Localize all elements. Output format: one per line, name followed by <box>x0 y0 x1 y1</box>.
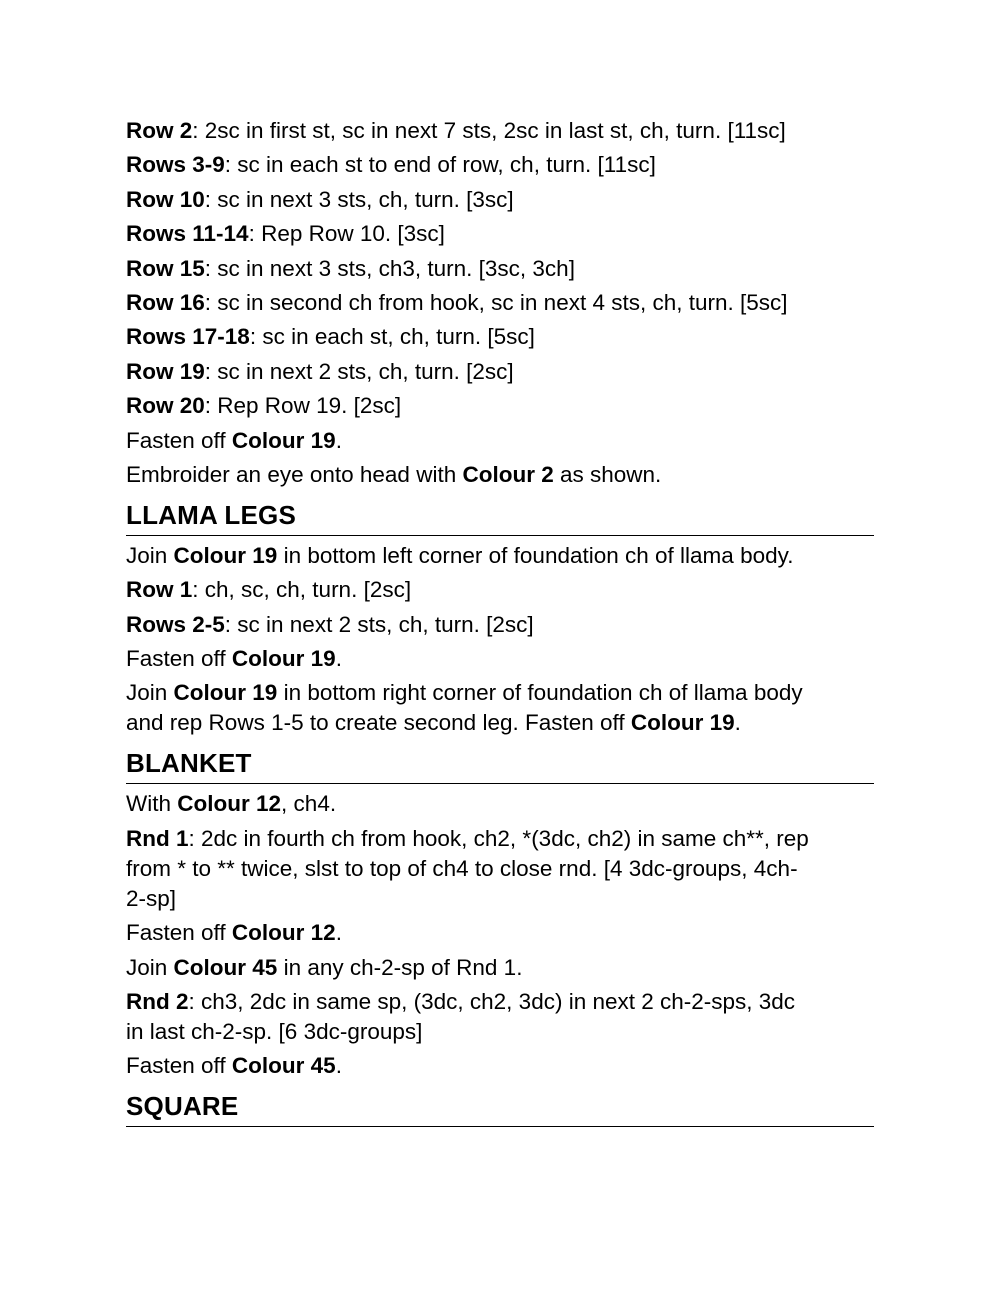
section-heading-square: SQUARE <box>126 1091 874 1127</box>
fasten-off-instruction: Fasten off Colour 12. <box>126 920 342 946</box>
row-instruction <box>126 254 874 284</box>
join-instruction: Join Colour 19 in bottom right corner of foundation ch of llama body and rep Rows 1-5 to create second leg. Fasten off Colour 19. <box>126 680 803 736</box>
join-instruction: Join Colour 19 in bottom left corner of foundation ch of llama body. <box>126 542 794 568</box>
row-instruction <box>126 288 874 318</box>
row-instruction <box>126 322 874 352</box>
row-instruction <box>126 391 874 421</box>
row-text: : sc in each st, ch, turn. [5sc] <box>249 324 535 350</box>
round-instruction: Rnd 2: ch3, 2dc in same sp, (3dc, ch2, 3dc) in next 2 ch-2-sps, 3dc in last ch-2-sp. [6 3dc-groups] <box>126 989 796 1045</box>
row-label: Row 10 <box>126 186 205 212</box>
row-text: : sc in next 2 sts, ch, turn. [2sc] <box>204 358 514 384</box>
row-text: : sc in next 3 sts, ch, turn. [3sc] <box>204 186 514 212</box>
row-label: Row 2 <box>126 118 193 143</box>
round-instruction: Rnd 1: 2dc in fourth ch from hook, ch2, *(3dc, ch2) in same ch**, rep from * to ** twice, slst to top of ch4 to close rnd. [4 3dc-groups, 4ch- 2-sp] <box>126 825 809 911</box>
fasten-off-instruction: Fasten off Colour 45. <box>126 1053 342 1079</box>
llama-legs-section <box>126 541 874 739</box>
row-instruction <box>126 185 874 215</box>
section-heading-blanket: BLANKET <box>126 748 874 784</box>
row-label: Rows 17-18 <box>126 324 250 350</box>
start-instruction: With Colour 12, ch4. <box>126 791 337 817</box>
row-instruction: Row 1: ch, sc, ch, turn. [2sc] <box>126 577 412 603</box>
fasten-off-instruction: Fasten off Colour 19. <box>126 646 342 672</box>
fasten-off-instruction: Fasten off Colour 19. <box>126 427 342 453</box>
section-heading-llama-legs: LLAMA LEGS <box>126 500 874 536</box>
row-label: Row 19 <box>126 358 205 384</box>
row-text: : Rep Row 10. [3sc] <box>248 221 445 247</box>
row-text: : 2sc in first st, sc in next 7 sts, 2sc in last st, ch, turn. [11sc] <box>192 118 786 143</box>
row-label: Row 15 <box>126 255 205 281</box>
row-text: : sc in second ch from hook, sc in next 4 sts, ch, turn. [5sc] <box>204 289 788 315</box>
row-text: : sc in next 3 sts, ch3, turn. [3sc, 3ch] <box>204 255 575 281</box>
row-instruction <box>126 116 874 146</box>
row-instruction <box>126 357 874 387</box>
join-instruction: Join Colour 45 in any ch-2-sp of Rnd 1. <box>126 954 523 980</box>
row-label: Rows 11-14 <box>126 221 249 247</box>
row-label: Row 20 <box>126 393 205 419</box>
row-instruction <box>126 219 874 249</box>
row-label: Row 16 <box>126 289 205 315</box>
document-page <box>126 116 874 1127</box>
embroider-instruction: Embroider an eye onto head with Colour 2 as shown. <box>126 461 662 487</box>
blanket-section <box>126 789 874 1081</box>
row-text: : sc in each st to end of row, ch, turn. [11sc] <box>224 152 656 178</box>
pattern-rows <box>126 116 874 421</box>
row-text: : Rep Row 19. [2sc] <box>204 393 402 419</box>
row-instruction <box>126 150 874 180</box>
row-label: Rows 3-9 <box>126 152 225 178</box>
row-instruction: Rows 2-5: sc in next 2 sts, ch, turn. [2sc] <box>126 611 534 637</box>
